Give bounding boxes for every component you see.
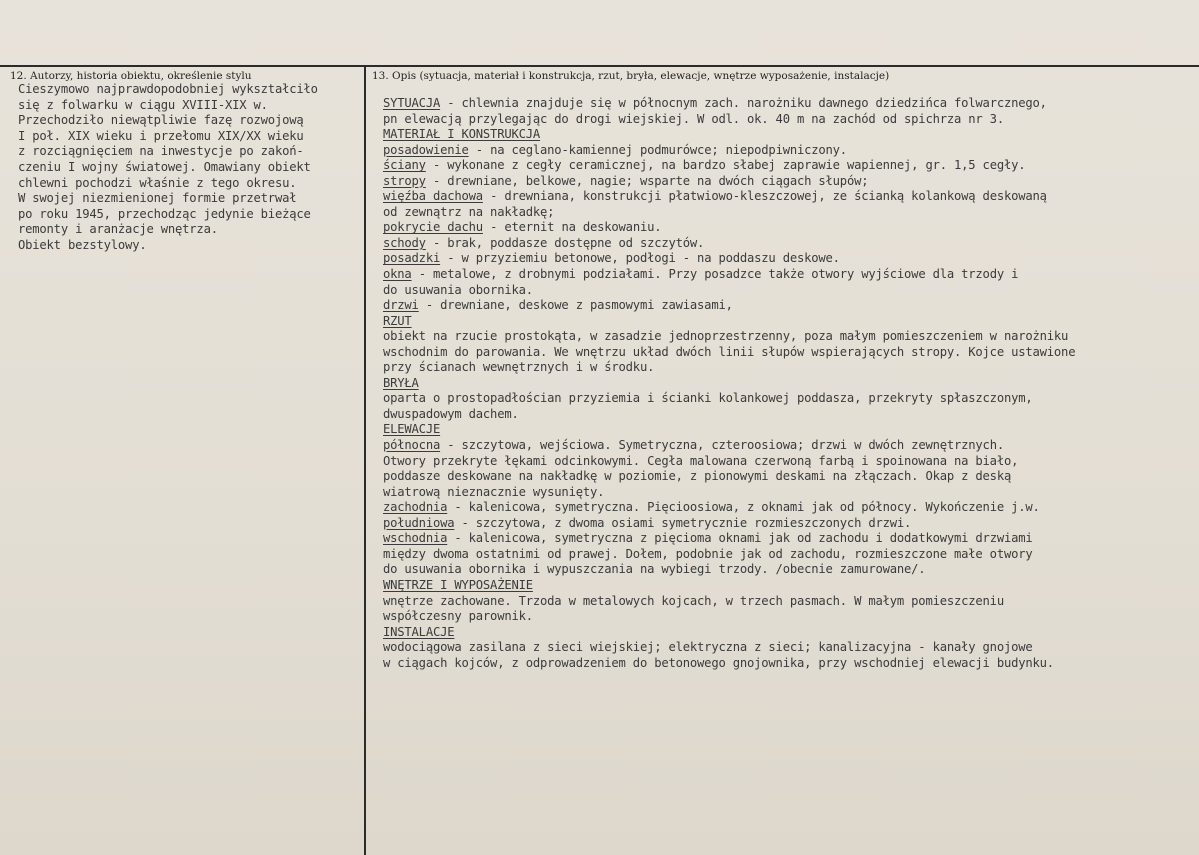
desc-line: [383, 205, 1183, 221]
desc-term: BRYŁA: [383, 375, 419, 390]
desc-body: - szczytowa, z dwoma osiami symetrycznie rozmieszczonych drzwi.: [454, 515, 912, 530]
history-line: po roku 1945, przechodząc jedynie bieżące: [18, 206, 311, 221]
desc-term: schody: [383, 235, 426, 250]
desc-line: [383, 469, 1183, 485]
desc-body: wiatrową nieznacznie wysunięty.: [383, 484, 605, 499]
desc-term: WNĘTRZE I WYPOSAŻENIE: [383, 577, 533, 592]
desc-line: [383, 158, 1183, 174]
desc-term: wschodnia: [383, 531, 448, 546]
desc-body: - brak, poddasze dostępne od szczytów.: [425, 235, 705, 250]
desc-line: [383, 127, 1183, 143]
desc-term: południowa: [383, 515, 455, 530]
desc-line: [383, 594, 1183, 610]
desc-body: - na ceglano-kamiennej podmurówce; niepodpiwniczony.: [468, 142, 847, 157]
desc-body: - eternit na deskowaniu.: [482, 220, 662, 235]
desc-line: [383, 609, 1183, 625]
desc-term: drzwi: [383, 298, 419, 313]
desc-line: [383, 531, 1183, 547]
desc-body: - chlewnia znajduje się w północnym zach. narożniku dawnego dziedzińca folwarcznego,: [440, 96, 1047, 110]
desc-line: [383, 500, 1183, 516]
history-line: Przechodziło niewątpliwie fazę rozwojową: [18, 113, 304, 128]
history-line: I poł. XIX wieku i przełomu XIX/XX wieku: [18, 128, 304, 143]
desc-body: wschodnim do parowania. We wnętrzu układ dwóch linii słupów wspierających stropy. Kojce ustawione: [383, 344, 1076, 359]
section-13-header: 13. Opis (sytuacja, materiał i konstrukcja, rzut, bryła, elewacje, wnętrze wyposażenie, instalacje): [372, 70, 890, 82]
desc-term: RZUT: [383, 313, 412, 328]
history-line: remonty i aranżacje wnętrza.: [18, 222, 218, 237]
desc-term: ściany: [383, 158, 426, 173]
desc-line: [383, 267, 1183, 283]
desc-line: [383, 516, 1183, 532]
desc-line: [383, 220, 1183, 236]
desc-term: północna: [383, 438, 441, 453]
desc-term: okna: [383, 267, 412, 282]
desc-term: posadowienie: [383, 142, 469, 157]
desc-line: [383, 189, 1183, 205]
desc-line: [383, 485, 1183, 501]
desc-line: [383, 578, 1183, 594]
desc-line: [383, 562, 1183, 578]
desc-line: [383, 251, 1183, 267]
desc-term: więźba dachowa: [383, 189, 483, 204]
desc-body: współczesny parownik.: [383, 609, 533, 624]
desc-body: w ciągach kojców, z odprowadzeniem do betonowego gnojownika, przy wschodniej elewacji budynku.: [383, 655, 1054, 670]
desc-body: pn elewacją przylegając do drogi wiejskiej. W odl. ok. 40 m na zachód od spichrza nr 3.: [383, 111, 1004, 126]
desc-body: przy ścianach wewnętrznych i w środku.: [383, 360, 655, 375]
desc-body: od zewnątrz na nakładkę;: [383, 204, 555, 219]
desc-line: [383, 360, 1183, 376]
desc-line: [383, 112, 1183, 128]
desc-body: Otwory przekryte łękami odcinkowymi. Cegła malowana czerwoną farbą i spoinowana na biało,: [383, 453, 1019, 468]
history-line: chlewni pochodzi właśnie z tego okresu.: [18, 175, 297, 190]
desc-line: [383, 376, 1183, 392]
desc-line: [383, 96, 1183, 112]
desc-body: - wykonane z cegły ceramicznej, na bardzo słabej zaprawie wapiennej, gr. 1,5 cegły.: [425, 158, 1026, 173]
desc-body: - w przyziemiu betonowe, podłogi - na poddaszu deskowe.: [440, 251, 840, 266]
history-line: się z folwarku w ciągu XVIII-XIX w.: [18, 97, 268, 112]
desc-line: [383, 656, 1183, 672]
desc-line: [383, 143, 1183, 159]
desc-term: stropy: [383, 173, 426, 188]
description-text: [383, 96, 1183, 671]
desc-body: - drewniana, konstrukcji płatwiowo-kleszczowej, ze ścianką kolankową deskowaną: [482, 189, 1047, 204]
desc-line: [383, 438, 1183, 454]
desc-body: wnętrze zachowane. Trzoda w metalowych kojcach, w trzech pasmach. W małym pomieszczeniu: [383, 593, 1004, 608]
column-divider: [364, 65, 366, 855]
desc-term: SYTUACJA: [383, 96, 441, 110]
desc-line: [383, 422, 1183, 438]
desc-line: [383, 298, 1183, 314]
desc-term: posadzki: [383, 251, 441, 266]
history-text: [18, 82, 363, 254]
desc-term: zachodnia: [383, 500, 448, 515]
history-line: czeniu I wojny światowej. Omawiany obiekt: [18, 159, 311, 174]
desc-line: [383, 407, 1183, 423]
desc-line: [383, 174, 1183, 190]
desc-body: - kalenicowa, symetryczna. Pięcioosiowa, z oknami jak od północy. Wykończenie j.w.: [447, 500, 1040, 515]
desc-body: obiekt na rzucie prostokąta, w zasadzie jednoprzestrzenny, poza małym pomieszczeniem w narożniku: [383, 329, 1069, 344]
desc-line: [383, 314, 1183, 330]
desc-term: INSTALACJE: [383, 624, 455, 639]
desc-body: - metalowe, z drobnymi podziałami. Przy posadzce także otwory wyjściowe dla trzody i: [411, 267, 1019, 282]
desc-term: ELEWACJE: [383, 422, 441, 437]
desc-body: - drewniane, deskowe z pasmowymi zawiasami,: [418, 298, 733, 313]
desc-body: poddasze deskowane na nakładkę w poziomie, z pionowymi deskami na złączach. Okap z deską: [383, 469, 1012, 484]
desc-line: [383, 329, 1183, 345]
history-line: z rozciągnięciem na inwestycje po zakoń-: [18, 144, 304, 159]
section-12-header: 12. Autorzy, historia obiektu, określenie stylu: [10, 70, 252, 82]
desc-line: [383, 454, 1183, 470]
desc-body: oparta o prostopadłościan przyziemia i ścianki kolankowej poddasza, przekryty spłaszczonym,: [383, 391, 1033, 406]
desc-line: [383, 391, 1183, 407]
desc-line: [383, 547, 1183, 563]
desc-line: [383, 345, 1183, 361]
desc-line: [383, 283, 1183, 299]
desc-body: do usuwania obornika i wypuszczania na wybiegi trzody. /obecnie zamurowane/.: [383, 562, 926, 577]
desc-body: - drewniane, belkowe, nagie; wsparte na dwóch ciągach słupów;: [425, 173, 869, 188]
desc-line: [383, 236, 1183, 252]
desc-body: - szczytowa, wejściowa. Symetryczna, czteroosiowa; drzwi w dwóch zewnętrznych.: [440, 438, 1004, 453]
history-line: W swojej niezmienionej formie przetrwał: [18, 191, 297, 206]
desc-term: MATERIAŁ I KONSTRUKCJA: [383, 127, 541, 142]
desc-line: [383, 640, 1183, 656]
desc-term: pokrycie dachu: [383, 220, 483, 235]
desc-line: [383, 625, 1183, 641]
desc-body: dwuspadowym dachem.: [383, 406, 519, 421]
desc-body: między dwoma ostatnimi od prawej. Dołem, podobnie jak od zachodu, rozmieszczone małe otwory: [383, 546, 1033, 561]
desc-body: - kalenicowa, symetryczna z pięcioma oknami jak od zachodu i dodatkowymi drzwiami: [447, 531, 1033, 546]
history-line: Obiekt bezstylowy.: [18, 237, 147, 252]
top-rule: [0, 65, 1199, 67]
history-line: Cieszymowo najprawdopodobniej wykształciło: [18, 82, 318, 96]
desc-body: do usuwania obornika.: [383, 282, 533, 297]
desc-body: wodociągowa zasilana z sieci wiejskiej; elektryczna z sieci; kanalizacyjna - kanały gnojowe: [383, 640, 1033, 655]
